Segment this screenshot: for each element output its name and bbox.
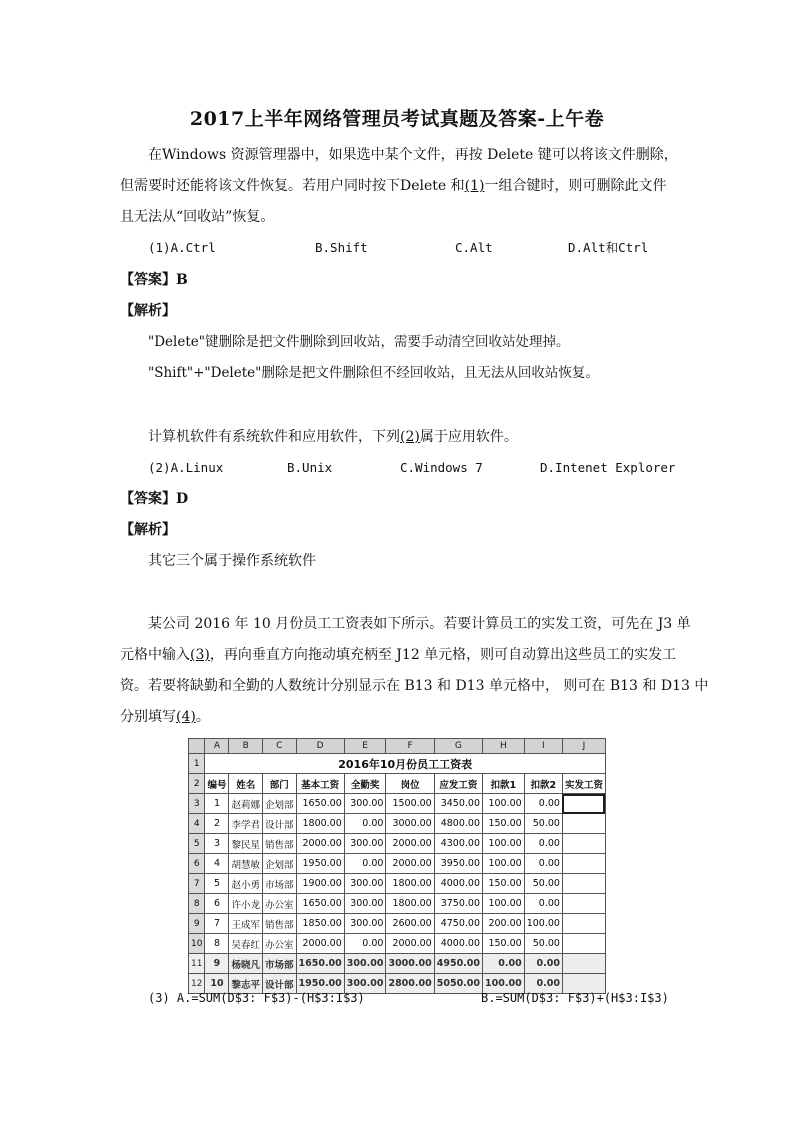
table-cell: 2000.00: [386, 854, 434, 874]
table-row: [189, 794, 606, 814]
header-cell: 姓名: [229, 774, 263, 794]
table-cell: [562, 834, 605, 854]
table-cell: 销售部: [262, 834, 296, 854]
header-cell: 扣款2: [524, 774, 562, 794]
table-row: [189, 874, 606, 894]
sheet-body: [189, 794, 606, 994]
table-cell: 设计部: [262, 974, 296, 994]
table-cell: 7: [205, 914, 229, 934]
header-cell: 岗位: [386, 774, 434, 794]
sheet-title-row: [189, 754, 606, 774]
q1-option-b: B.Shift: [315, 240, 368, 255]
row-number: 12: [189, 974, 205, 994]
corner-cell: [189, 739, 205, 754]
table-cell: 0.00: [344, 854, 386, 874]
table-cell: 5050.00: [434, 974, 482, 994]
table-cell: 办公室: [262, 934, 296, 954]
col-letter: A: [205, 739, 229, 754]
table-row: [189, 914, 606, 934]
q3-option-b: B.=SUM(D$3: F$3)+(H$3:I$3): [481, 991, 669, 1005]
row-number: 2: [189, 774, 205, 794]
q1-line2-pre: 但需要时还能将该文件恢复。若用户同时按下Delete 和: [120, 178, 465, 194]
table-cell: 300.00: [344, 954, 386, 974]
header-cell: 扣款1: [483, 774, 525, 794]
table-cell: 1650.00: [296, 954, 344, 974]
table-cell: 100.00: [483, 974, 525, 994]
table-cell: 1950.00: [296, 854, 344, 874]
table-cell: 4750.00: [434, 914, 482, 934]
table-cell: 3000.00: [386, 814, 434, 834]
table-cell: 2800.00: [386, 974, 434, 994]
table-cell: 100.00: [483, 854, 525, 874]
row-number: 11: [189, 954, 205, 974]
table-cell: [562, 854, 605, 874]
table-cell: 3: [205, 834, 229, 854]
row-number: 6: [189, 854, 205, 874]
q2-option-c: C.Windows 7: [400, 460, 483, 475]
sheet-title: 2016年10月份员工工资表: [205, 754, 606, 774]
table-cell: [562, 954, 605, 974]
sheet-header-row: [189, 774, 606, 794]
q1-analysis-label: 【解析】: [120, 303, 176, 319]
table-cell: 0.00: [524, 834, 562, 854]
q3-blank: (3): [190, 647, 210, 663]
table-cell: 1800.00: [386, 894, 434, 914]
table-cell: 李学君: [229, 814, 263, 834]
table-cell: 0.00: [483, 954, 525, 974]
table-row: [189, 894, 606, 914]
q2-answer: 【答案】D: [120, 491, 189, 507]
table-cell: 6: [205, 894, 229, 914]
table-cell: 2000.00: [296, 834, 344, 854]
row-number: 7: [189, 874, 205, 894]
table-cell: [562, 874, 605, 894]
table-row: [189, 934, 606, 954]
header-cell: 编号: [205, 774, 229, 794]
row-number: 9: [189, 914, 205, 934]
table-cell: 3450.00: [434, 794, 482, 814]
table-row: [189, 814, 606, 834]
table-cell: 10: [205, 974, 229, 994]
table-cell: 4800.00: [434, 814, 482, 834]
table-cell: 办公室: [262, 894, 296, 914]
header-cell: 实发工资: [562, 774, 605, 794]
table-cell: 4000.00: [434, 934, 482, 954]
table-cell: 100.00: [524, 914, 562, 934]
table-cell: 1650.00: [296, 894, 344, 914]
header-cell: 应发工资: [434, 774, 482, 794]
col-letter: J: [562, 739, 605, 754]
table-cell: 1650.00: [296, 794, 344, 814]
q1-line2: [120, 176, 666, 196]
q1-answer: 【答案】B: [120, 272, 188, 288]
table-cell: 100.00: [483, 834, 525, 854]
col-letter: I: [524, 739, 562, 754]
table-cell: 吴春红: [229, 934, 263, 954]
row-number: 1: [189, 754, 205, 774]
table-cell: 2000.00: [296, 934, 344, 954]
table-cell: 300.00: [344, 894, 386, 914]
q1-line2-post: 一组合键时，则可删除此文件: [484, 178, 667, 194]
col-letter: B: [229, 739, 263, 754]
table-cell: 许小龙: [229, 894, 263, 914]
table-row: [189, 854, 606, 874]
table-cell: 100.00: [483, 894, 525, 914]
q3-line1: 某公司 2016 年 10 月份员工工资表如下所示。若要计算员工的实发工资，可先在 J3 单: [148, 616, 691, 632]
row-number: 8: [189, 894, 205, 914]
table-cell: 王成军: [229, 914, 263, 934]
table-cell: 150.00: [483, 934, 525, 954]
table-cell: 3750.00: [434, 894, 482, 914]
table-cell: 1850.00: [296, 914, 344, 934]
q2-line-post: 属于应用软件。: [419, 429, 518, 445]
q1-option-c: C.Alt: [455, 240, 493, 255]
q1-line3: 且无法从“回收站”恢复。: [120, 209, 275, 225]
q2-analysis: 其它三个属于操作系统软件: [148, 553, 316, 569]
table-cell: 0.00: [344, 934, 386, 954]
table-cell: 黎志平: [229, 974, 263, 994]
table-cell: [562, 914, 605, 934]
table-row: [189, 954, 606, 974]
q1-blank: (1): [464, 178, 485, 194]
q3-line2-post: ，再向垂直方向拖动填充柄至 J12 单元格，则可自动算出这些员工的实发工: [209, 647, 677, 663]
table-cell: 销售部: [262, 914, 296, 934]
col-letter: D: [296, 739, 344, 754]
table-cell: 黎民星: [229, 834, 263, 854]
q2-option-d: D.Intenet Explorer: [540, 460, 676, 475]
table-cell: 设计部: [262, 814, 296, 834]
table-cell: 150.00: [483, 814, 525, 834]
table-cell: 50.00: [524, 934, 562, 954]
table-cell: [562, 814, 605, 834]
table-cell: 杨晓凡: [229, 954, 263, 974]
table-cell: 300.00: [344, 834, 386, 854]
q3-line4: [120, 707, 210, 727]
table-cell: 300.00: [344, 794, 386, 814]
table-cell: 0.00: [524, 894, 562, 914]
row-number: 10: [189, 934, 205, 954]
col-letter: H: [483, 739, 525, 754]
q1-option-a: (1)A.Ctrl: [148, 240, 216, 255]
q1-analysis-2: "Shift"+"Delete"删除是把文件删除但不经回收站，且无法从回收站恢复。: [148, 365, 599, 381]
table-cell: 50.00: [524, 814, 562, 834]
table-cell: 1: [205, 794, 229, 814]
q3-line3: 资。若要将缺勤和全勤的人数统计分别显示在 B13 和 D13 单元格中， 则可在 B13 和 D13 中: [120, 678, 709, 694]
table-cell: 1500.00: [386, 794, 434, 814]
table-cell: 0.00: [524, 954, 562, 974]
col-letter: F: [386, 739, 434, 754]
page-title: 2017上半年网络管理员考试真题及答案-上午卷: [189, 108, 605, 130]
q2-option-b: B.Unix: [287, 460, 333, 475]
salary-table: [188, 738, 606, 994]
table-cell: 8: [205, 934, 229, 954]
table-cell: 300.00: [344, 914, 386, 934]
table-cell: 0.00: [524, 974, 562, 994]
col-letter: G: [434, 739, 482, 754]
table-cell: 市场部: [262, 874, 296, 894]
table-cell: [562, 894, 605, 914]
table-cell: [562, 794, 605, 814]
q1-option-d: D.Alt和Ctrl: [568, 240, 649, 255]
table-cell: [562, 934, 605, 954]
q1-line1: 在Windows 资源管理器中，如果选中某个文件，再按 Delete 键可以将该文件删除，: [148, 147, 678, 163]
table-cell: 300.00: [344, 874, 386, 894]
table-cell: 企划部: [262, 794, 296, 814]
table-cell: 赵莉娜: [229, 794, 263, 814]
table-cell: 2600.00: [386, 914, 434, 934]
table-cell: 300.00: [344, 974, 386, 994]
q3-line4-post: 。: [195, 709, 210, 725]
table-cell: 200.00: [483, 914, 525, 934]
q3-line2-pre: 元格中输入: [120, 647, 190, 663]
table-cell: 4950.00: [434, 954, 482, 974]
table-cell: 0.00: [524, 794, 562, 814]
header-cell: 部门: [262, 774, 296, 794]
table-row: [189, 834, 606, 854]
q2-blank: (2): [400, 429, 420, 445]
table-cell: 100.00: [483, 794, 525, 814]
table-cell: 0.00: [344, 814, 386, 834]
q3-line4-pre: 分别填写: [120, 709, 176, 725]
table-cell: 5: [205, 874, 229, 894]
header-cell: 全勤奖: [344, 774, 386, 794]
q2-line: [148, 427, 518, 447]
table-cell: 1950.00: [296, 974, 344, 994]
q2-option-a: (2)A.Linux: [148, 460, 224, 475]
table-cell: 3950.00: [434, 854, 482, 874]
table-cell: 150.00: [483, 874, 525, 894]
table-cell: 9: [205, 954, 229, 974]
q1-analysis-1: "Delete"键删除是把文件删除到回收站，需要手动清空回收站处理掉。: [148, 334, 570, 350]
q2-line-pre: 计算机软件有系统软件和应用软件，下列: [148, 429, 400, 445]
q4-blank: (4): [176, 709, 196, 725]
row-number: 4: [189, 814, 205, 834]
q3-line2: [120, 645, 676, 665]
row-number: 5: [189, 834, 205, 854]
q3-option-a: (3) A.=SUM(D$3: F$3)-(H$3:I$3): [148, 991, 365, 1005]
column-letter-row: [189, 739, 606, 754]
table-cell: 市场部: [262, 954, 296, 974]
table-cell: 2000.00: [386, 834, 434, 854]
table-cell: 1800.00: [386, 874, 434, 894]
col-letter: C: [262, 739, 296, 754]
table-cell: 赵小勇: [229, 874, 263, 894]
table-cell: 3000.00: [386, 954, 434, 974]
table-cell: 50.00: [524, 874, 562, 894]
table-cell: 1900.00: [296, 874, 344, 894]
header-cell: 基本工资: [296, 774, 344, 794]
salary-spreadsheet-image: [188, 738, 604, 991]
table-cell: 4000.00: [434, 874, 482, 894]
table-cell: 1800.00: [296, 814, 344, 834]
table-cell: 胡慧敏: [229, 854, 263, 874]
table-cell: 4300.00: [434, 834, 482, 854]
table-cell: 0.00: [524, 854, 562, 874]
q2-analysis-label: 【解析】: [120, 522, 176, 538]
table-cell: 2: [205, 814, 229, 834]
col-letter: E: [344, 739, 386, 754]
table-cell: 2000.00: [386, 934, 434, 954]
table-cell: 企划部: [262, 854, 296, 874]
table-cell: 4: [205, 854, 229, 874]
row-number: 3: [189, 794, 205, 814]
